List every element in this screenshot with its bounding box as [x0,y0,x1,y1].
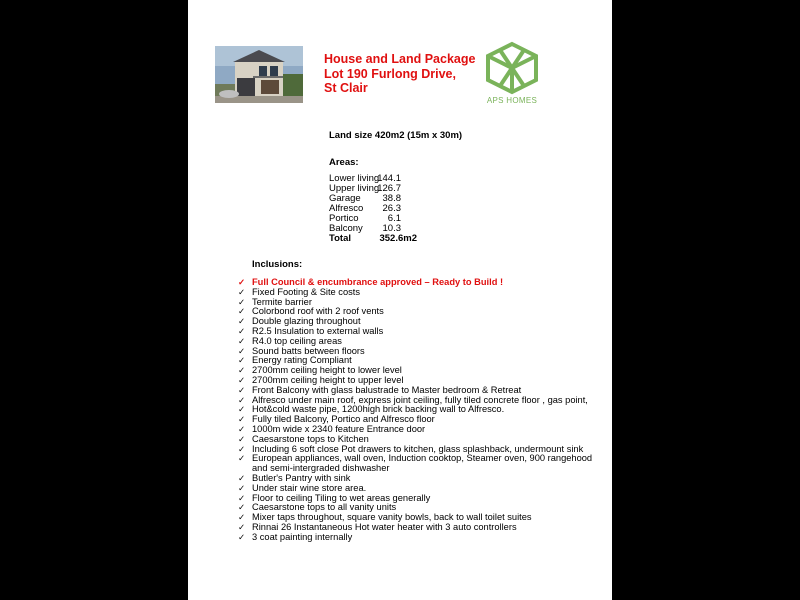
check-icon: ✓ [238,443,246,454]
check-icon: ✓ [238,414,246,425]
check-icon: ✓ [238,277,246,287]
item-text: Mixer taps throughout, square vanity bowls, back to wall toilet suites [252,512,532,523]
list-item [238,533,608,543]
check-icon: ✓ [238,531,246,542]
area-label: Garage [329,193,361,204]
inclusions-heading: Inclusions: [252,259,303,270]
check-icon: ✓ [238,286,246,297]
title-line-2: Lot 190 Furlong Drive, [324,66,456,81]
check-icon: ✓ [238,423,246,434]
land-size: Land size 420m2 (15m x 30m) [329,130,463,141]
areas-heading: Areas: [329,157,359,168]
area-value: 26.3 [382,203,401,214]
check-icon: ✓ [238,345,246,356]
area-value: 144.1 [377,173,401,184]
check-icon: ✓ [238,316,246,327]
area-label: Balcony [329,223,363,234]
area-value: 6.1 [387,213,401,224]
check-icon: ✓ [238,433,246,444]
check-icon: ✓ [238,365,246,376]
check-icon: ✓ [238,335,246,346]
check-icon: ✓ [238,404,246,415]
item-text: Fully tiled Balcony, Portico and Alfresco floor [252,414,435,425]
inclusions-list [238,278,608,543]
area-total-label: Total [329,233,351,244]
check-icon: ✓ [238,512,246,523]
item-text: Rinnai 26 Instantaneous Hot water heater with 3 auto controllers [252,521,517,532]
title-line-3: St Clair [324,81,368,95]
areas-table [329,158,417,244]
logo-text: APS HOMES [486,96,538,105]
check-icon: ✓ [238,502,246,513]
document-page [188,0,612,600]
package-title [324,52,475,96]
check-icon: ✓ [238,492,246,503]
item-text: Including 6 soft close Pot drawers to kitchen, glass splashback, undermount sink [252,443,584,454]
area-value: 10.3 [382,223,401,234]
area-value: 126.7 [377,183,401,194]
item-text: Energy rating Compliant [252,355,352,366]
item-text: Fixed Footing & Site costs [252,286,360,297]
check-icon: ✓ [238,384,246,395]
item-text: European appliances, wall oven, Induction cooktop, Steamer oven, 900 rangehood and semi-intergraded dishwasher [252,453,593,474]
area-label: Lower living [329,173,380,184]
item-text: Caesarstone tops to all vanity units [252,502,397,513]
item-text: Front Balcony with glass balustrade to Master bedroom & Retreat [252,384,522,395]
check-icon: ✓ [238,394,246,405]
area-value: 38.8 [382,193,401,204]
item-text: Full Council & encumbrance approved – Ready to Build ! [252,277,504,287]
check-icon: ✓ [238,453,246,464]
title-line-1: House and Land Package [324,52,476,66]
item-text: 2700mm ceiling height to lower level [252,365,402,376]
item-text: Colorbond roof with 2 roof vents [252,306,384,317]
item-text: 1000m wide x 2340 feature Entrance door [252,423,426,434]
item-text: Termite barrier [252,296,312,307]
check-icon: ✓ [238,521,246,532]
item-text: 3 coat painting internally [252,531,353,542]
item-text: Floor to ceiling Tiling to wet areas generally [252,492,431,503]
item-text: R4.0 top ceiling areas [252,335,342,346]
check-icon: ✓ [238,472,246,483]
item-text: Sound batts between floors [252,345,365,356]
check-icon: ✓ [238,296,246,307]
area-label: Alfresco [329,203,364,214]
area-total-value: 352.6m2 [379,233,417,244]
check-icon: ✓ [238,355,246,366]
area-label: Upper living [329,183,380,194]
check-icon: ✓ [238,482,246,493]
check-icon: ✓ [238,325,246,336]
item-text: Caesarstone tops to Kitchen [252,433,369,444]
item-text: 2700mm ceiling height to upper level [252,374,404,385]
item-text: Alfresco under main roof, express joint ceiling, fully tiled concrete floor , gas point, [252,394,588,405]
check-icon: ✓ [238,374,246,385]
area-total-row [329,234,417,244]
item-text: Butler's Pantry with sink [252,472,351,483]
house-photo [215,46,303,103]
area-label: Portico [329,213,359,224]
check-icon: ✓ [238,306,246,317]
item-text: Under stair wine store area. [252,482,367,493]
item-text: Hot&cold waste pipe, 1200high brick backing wall to Alfresco. [252,404,505,415]
item-text: R2.5 Insulation to external walls [252,325,384,336]
list-item [238,454,608,474]
item-text: Double glazing throughout [252,316,361,327]
